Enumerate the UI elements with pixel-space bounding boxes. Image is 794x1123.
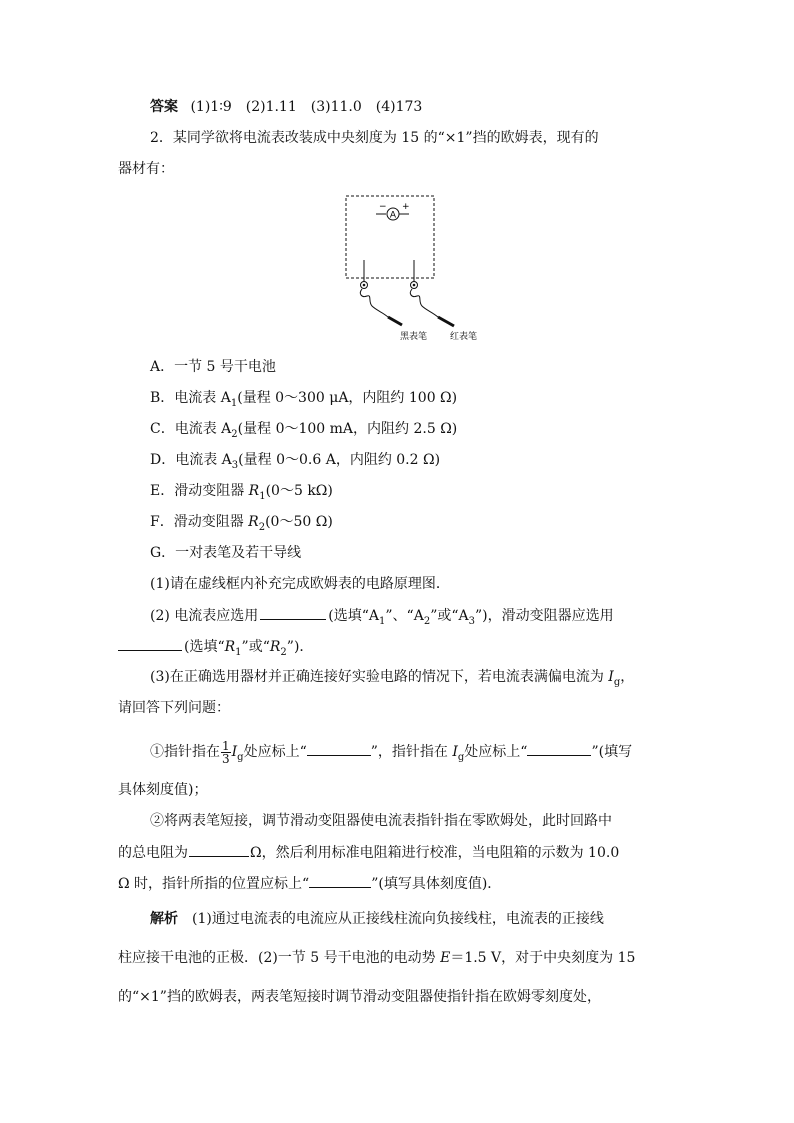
item-1-sub-2: g [457,751,465,763]
meter-symbol: A [389,210,397,221]
item-2-text-b: Ω，然后利用标准电阻箱进行校准，当电阻箱的示数为 10.0 [250,845,620,861]
question-line-1: 2．某同学欲将电流表改装成中央刻度为 15 的“×1”挡的欧姆表，现有的 [150,130,599,146]
item-2-line-2 [118,842,619,863]
option-e-pre: E．滑动变阻器 [150,483,249,499]
sub-question-3-line-2: 请回答下列问题： [118,700,230,716]
option-e-post: (0～5 kΩ) [265,483,333,499]
item-2-answer-blank-2[interactable] [309,873,371,888]
q2-text-g: ”或“ [241,639,270,655]
option-f [150,512,333,538]
sub-question-2-line-1 [150,605,614,632]
option-e [150,481,333,507]
q3-var: I [608,669,614,685]
fraction-one-third [221,740,231,765]
option-c [150,419,457,445]
option-e-var: R [248,483,260,499]
option-a: A．一节 5 号干电池 [150,359,276,375]
item-1-text-e: ”(填写 [591,744,633,760]
q2-text-c: ”、“A [385,608,424,624]
q2-text-h: ”)． [286,639,314,655]
item-2-line-3 [118,873,501,894]
analysis-line-3: 的“×1”挡的欧姆表，两表笔短接时调节滑动变阻器使指针指在欧姆零刻度处， [118,989,601,1005]
circuit-figure [344,190,494,345]
circuit-diagram [344,190,494,345]
item-2-text-d: ”(填写具体刻度值)． [371,876,502,892]
analysis-label: 解析 [150,911,178,927]
item-1-line-1 [150,738,632,772]
option-d-post: (量程 0～0.6 A，内阻约 0.2 Ω) [238,452,441,468]
item-1-line-2: 具体刻度值)； [118,782,208,798]
q2-text-f: (选填“ [184,639,225,655]
item-2-text-a: 的总电阻为 [118,845,188,861]
option-d-sub: 3 [231,459,239,471]
q2-text-e: ”)，滑动变阻器应选用 [475,608,614,624]
option-f-post: (0～50 Ω) [265,514,333,530]
black-jack-dot [363,284,366,287]
item-1-text-c: ”，指针指在 [370,744,453,760]
option-c-sub: 2 [231,428,238,440]
q3-text-a: (3)在正确选用器材并正确连接好实验电路的情况下，若电流表满偏电流为 [150,669,609,685]
item-2-answer-blank-1[interactable] [189,842,249,857]
q2-text-b: (选填“A [328,608,380,624]
q2-sub-5: 2 [280,646,287,658]
q2-var-1: R [224,639,236,655]
item-1-var: I [231,744,238,760]
item-1-var-2: I [452,744,458,760]
black-probe-label: 黑表笔 [400,332,428,342]
item-2-line-1: ②将两表笔短接，调节滑动变阻器使电流表指针指在零欧姆处，此时回路中 [150,813,612,829]
option-f-var: R [248,514,259,530]
option-b-post: (量程 0～300 μA，内阻约 100 Ω) [237,390,458,406]
option-b [150,388,457,414]
q3-sub: g [613,676,621,688]
item-1-text-b: 处应标上“ [243,744,307,760]
analysis-var-e: E [440,950,451,966]
black-probe-wire [360,289,388,317]
item-1-text-a: ①指针指在 [150,744,220,760]
q2-sub-4: 1 [235,646,242,658]
red-probe-label: 红表笔 [450,332,478,342]
red-probe-wire [410,289,438,317]
plus-sign: + [402,202,410,212]
answer-line [150,97,422,117]
option-f-pre: F．滑动变阻器 [150,514,249,530]
answer-label: 答案 [150,99,178,115]
option-g: G．一对表笔及若干导线 [150,545,302,561]
question-line-2: 器材有： [118,161,174,177]
q2-var-2: R [269,639,281,655]
q2-sub-1: 1 [379,615,386,627]
item-1-answer-blank-1[interactable] [307,741,371,756]
analysis-text-2b: ＝1.5 V，对于中央刻度为 15 [450,950,636,966]
q2-text-a: (2) 电流表应选用 [150,608,259,624]
answer-text: (1)1∶9 (2)1.11 (3)11.0 (4)173 [190,99,423,115]
fraction-numerator: 1 [222,738,230,753]
item-1-sub: g [237,751,244,763]
black-probe-icon [388,317,402,325]
sub-question-3-line-1 [150,667,634,693]
red-probe-icon [438,317,454,326]
option-c-pre: C．电流表 A [150,421,232,437]
option-f-sub: 2 [258,521,266,533]
option-d [150,450,440,476]
analysis-text-2: 柱应接干电池的正极．(2)一节 5 号干电池的电动势 [118,950,441,966]
option-d-pre: D．电流表 A [150,452,232,468]
sub-question-2-line-2 [118,636,313,663]
q3-text-b: ， [620,669,635,685]
option-c-post: (量程 0～100 mA，内阻约 2.5 Ω) [237,421,458,437]
fraction-denominator: 3 [222,751,230,766]
q2-answer-blank-1[interactable] [260,605,326,620]
analysis-text-1: (1)通过电流表的电流应从正接线柱流向负接线柱，电流表的正接线 [192,911,604,927]
red-jack-dot [413,284,416,287]
q2-sub-3: 3 [468,615,476,627]
q2-answer-blank-2[interactable] [118,636,182,651]
option-b-sub: 1 [230,397,238,409]
q2-text-d: ”或“A [430,608,469,624]
item-1-answer-blank-2[interactable] [527,741,591,756]
analysis-line-2 [118,948,635,968]
item-1-text-d: 处应标上“ [464,744,528,760]
minus-sign: − [379,202,387,212]
analysis-line-1 [150,909,604,929]
option-e-sub: 1 [259,490,266,502]
q2-sub-2: 2 [423,615,431,627]
item-2-text-c: Ω 时，指针所指的位置应标上“ [118,876,310,892]
sub-question-1: (1)请在虚线框内补充完成欧姆表的电路原理图． [150,576,450,592]
option-b-pre: B．电流表 A [150,390,231,406]
